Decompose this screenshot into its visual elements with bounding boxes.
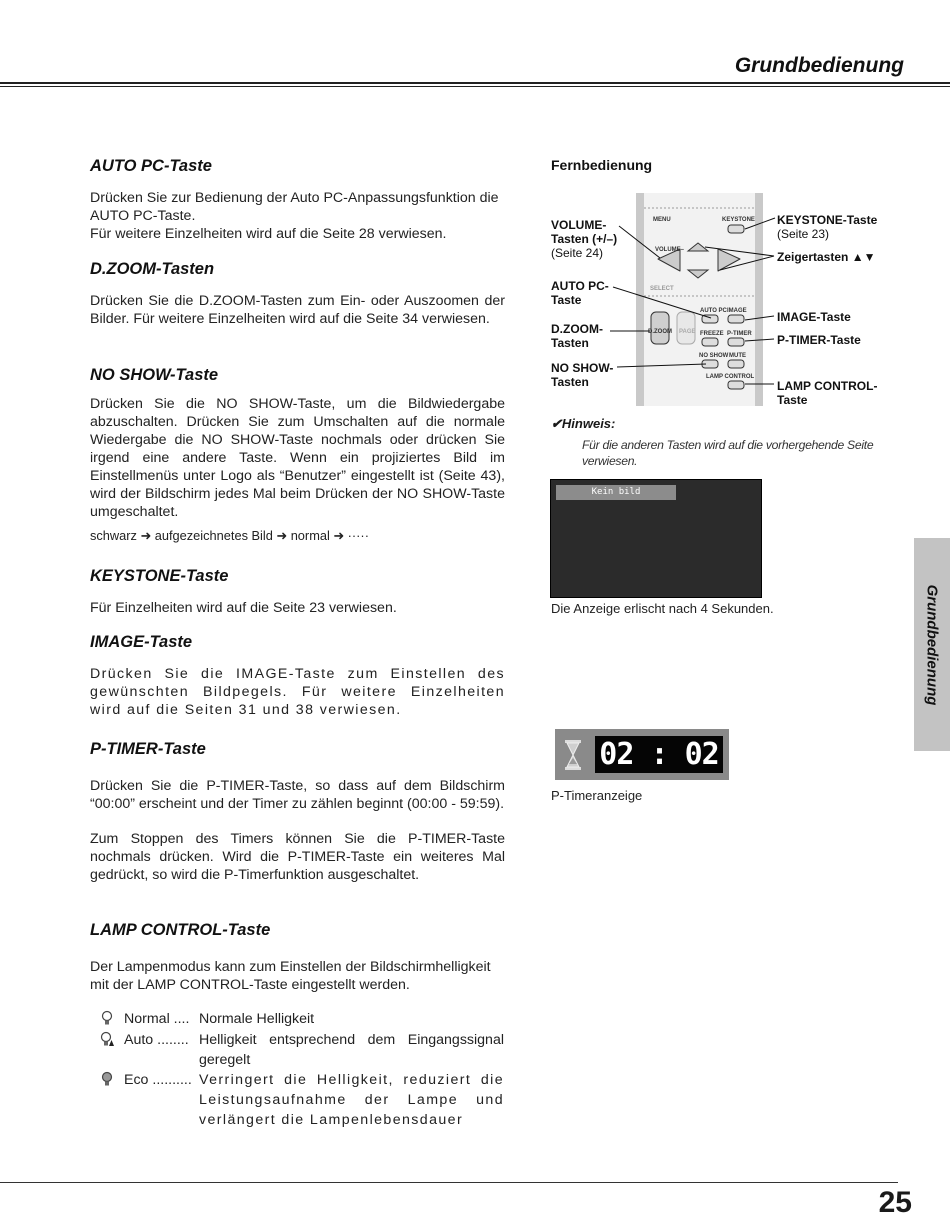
callout-dzoom xyxy=(551,322,603,350)
header-rule-thin xyxy=(0,86,950,87)
remote-title: Fernbedienung xyxy=(551,157,653,173)
hourglass-icon xyxy=(564,740,582,770)
dzoom-heading: D.ZOOM-Tasten xyxy=(90,260,215,278)
auto-pc-text-1: Drücken Sie zur Bedienung der Auto PC-Anpassungsfunktion die AUTO PC-Taste. xyxy=(90,190,499,224)
hint-heading xyxy=(551,416,615,432)
lamp-auto-icon xyxy=(100,1031,114,1047)
callout-keystone-ref: (Seite 23) xyxy=(777,227,830,241)
page-number: 25 xyxy=(878,1186,912,1219)
lamp-mode-desc: Verringert die Helligkeit, reduziert die Leistungsaufnahme der Lampe und verlängert die Lampenlebensdauer xyxy=(199,1072,504,1128)
callout-lamp-line1: LAMP CONTROL- xyxy=(777,379,878,393)
callout-autopc-line2: Taste xyxy=(551,293,582,307)
remote-btn-autopc: AUTO PC xyxy=(700,308,727,314)
hint-text: Für die anderen Tasten wird auf die vorhergehende Seite verwiesen. xyxy=(582,438,874,468)
noshow-sequence: schwarz ➜ aufgezeichnetes Bild ➜ normal ➜ ····· xyxy=(90,528,369,543)
callout-dzoom-line2: Tasten xyxy=(551,336,589,350)
noshow-heading: NO SHOW-Taste xyxy=(90,366,219,384)
osd-caption: Die Anzeige erlischt nach 4 Sekunden. xyxy=(551,601,774,616)
remote-btn-noshow: NO SHOW xyxy=(699,353,729,359)
keystone-text: Für Einzelheiten wird auf die Seite 23 verwiesen. xyxy=(90,600,397,616)
side-tab-label: Grundbedienung xyxy=(923,584,941,705)
lamp-mode-label: Eco .......... xyxy=(124,1072,192,1088)
header-rule xyxy=(0,82,950,84)
no-image-osd-screenshot xyxy=(550,479,762,598)
timer-readout: 02 : 02 xyxy=(595,736,723,773)
remote-btn-mute: MUTE xyxy=(729,353,746,359)
remote-btn-freeze: FREEZE xyxy=(700,331,724,337)
remote-btn-lampcontrol: LAMP CONTROL xyxy=(706,374,755,380)
lamp-eco-icon xyxy=(100,1071,114,1087)
header-title: Grundbedienung xyxy=(734,54,904,77)
callout-noshow-line1: NO SHOW- xyxy=(551,361,614,375)
checkmark-icon: ✔ xyxy=(551,416,562,431)
lamp-mode-desc: Normale Helligkeit xyxy=(199,1011,315,1027)
lamp-mode-auto xyxy=(100,1030,505,1070)
callout-autopc xyxy=(551,279,609,307)
remote-btn-select: SELECT xyxy=(650,286,674,292)
callout-image: IMAGE-Taste xyxy=(777,310,851,324)
callout-ptimer: P-TIMER-Taste xyxy=(777,333,861,347)
remote-btn-keystone: KEYSTONE xyxy=(722,217,755,223)
footer-rule xyxy=(0,1182,898,1183)
ptimer-heading: P-TIMER-Taste xyxy=(90,740,206,758)
lamp-mode-eco xyxy=(100,1070,505,1130)
ptimer-display xyxy=(555,729,729,780)
callout-lamp-line2: Taste xyxy=(777,393,808,407)
dzoom-text: Drücken Sie die D.ZOOM-Tasten zum Ein- oder Auszoomen der Bilder. Für weitere Einzelheiten wird auf die Seite 34 verwiesen. xyxy=(90,293,505,327)
lamp-mode-normal xyxy=(100,1009,505,1029)
callout-keystone xyxy=(777,213,877,241)
hint-title: Hinweis: xyxy=(561,416,616,431)
remote-control-illustration xyxy=(636,193,763,406)
remote-btn-image: IMAGE xyxy=(727,308,747,314)
callout-lamp xyxy=(777,379,877,407)
callout-pointer: Zeigertasten ▲▼ xyxy=(777,250,876,264)
callout-volume xyxy=(551,218,617,260)
callout-keystone-line1: KEYSTONE-Taste xyxy=(777,213,878,227)
callout-noshow-line2: Tasten xyxy=(551,375,589,389)
remote-btn-ptimer: P-TIMER xyxy=(727,331,752,337)
section-side-tab[interactable] xyxy=(914,538,950,751)
callout-volume-ref: (Seite 24) xyxy=(551,246,604,260)
lamp-mode-label: Normal .... xyxy=(124,1011,190,1027)
remote-btn-dzoom: D.ZOOM xyxy=(648,329,672,335)
lamp-mode-label: Auto ........ xyxy=(124,1032,189,1048)
lamp-control-heading: LAMP CONTROL-Taste xyxy=(90,921,271,939)
ptimer-text-2: Zum Stoppen des Timers können Sie die P-TIMER-Taste nochmals drücken. Wird die P-TIMER-Taste ein weiteres Mal gedrückt, so wird die P-Timerfunktion ausgeschaltet. xyxy=(90,831,505,883)
callout-autopc-line1: AUTO PC- xyxy=(551,279,609,293)
callout-noshow xyxy=(551,361,613,389)
auto-pc-text-2: Für weitere Einzelheiten wird auf die Seite 28 verwiesen. xyxy=(90,226,447,242)
lamp-normal-icon xyxy=(100,1010,114,1026)
noshow-text: Drücken Sie die NO SHOW-Taste, um die Bildwiedergabe abzuschalten. Drücken Sie zum Umschalten auf die normale Wiedergabe die NO SHOW-Taste nochmals oder drücken Sie irgend eine andere Taste. Wenn ein projiziertes Bild im Einstellmenüs unter Logo als “Benutzer” eingestellt ist (Seite 43), wird der Bildschirm jedes Mal beim Drücken der NO SHOW-Taste umgeschaltet. xyxy=(90,396,505,520)
remote-btn-menu: MENU xyxy=(653,217,671,223)
remote-btn-page: PAGE xyxy=(679,329,696,335)
lamp-mode-desc: Helligkeit entsprechend dem Eingangssignal geregelt xyxy=(199,1032,504,1068)
callout-volume-line1: VOLUME- xyxy=(551,218,607,232)
timer-caption: P-Timeranzeige xyxy=(551,788,643,803)
osd-no-image-label: Kein bild xyxy=(556,485,676,500)
callout-volume-line2: Tasten (+/–) xyxy=(551,232,618,246)
image-heading: IMAGE-Taste xyxy=(90,633,193,651)
remote-btn-volume: VOLUME– xyxy=(655,247,685,253)
ptimer-text-1: Drücken Sie die P-TIMER-Taste, so dass auf dem Bildschirm “00:00” erscheint und der Timer zu zählen beginnt (00:00 - 59:59). xyxy=(90,778,505,812)
callout-dzoom-line1: D.ZOOM- xyxy=(551,322,603,336)
auto-pc-heading: AUTO PC-Taste xyxy=(90,157,212,175)
keystone-heading: KEYSTONE-Taste xyxy=(90,567,229,585)
image-text: Drücken Sie die IMAGE-Taste zum Einstellen des gewünschten Bildpegels. Für weitere Einzelheiten wird auf die Seiten 31 und 38 verwiesen. xyxy=(90,666,505,718)
lamp-control-text: Der Lampenmodus kann zum Einstellen der Bildschirmhelligkeit mit der LAMP CONTROL-Taste eingestellt werden. xyxy=(90,959,491,993)
